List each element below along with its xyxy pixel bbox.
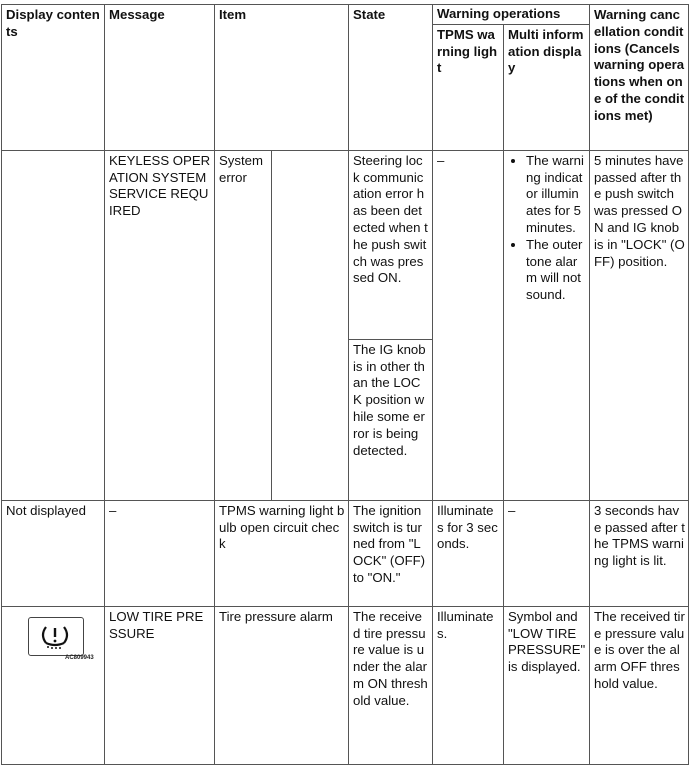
row2-multi: –	[504, 500, 590, 606]
row2-state: The ignition switch is turned from "LOCK" (OFF) to "ON."	[349, 500, 433, 606]
row1-multi-list	[508, 153, 586, 304]
row3-message: LOW TIRE PRESSURE	[105, 606, 215, 764]
row2-message: –	[105, 500, 215, 606]
tpms-symbol	[25, 617, 87, 657]
row2-tpms: Illuminates for 3 seconds.	[433, 500, 504, 606]
header-multi-information-display: Multi information display	[504, 24, 590, 150]
row3-state: The received tire pressure value is under the alarm ON threshold value.	[349, 606, 433, 764]
row3-display	[2, 606, 105, 764]
header-message: Message	[105, 5, 215, 151]
row1-multi	[504, 150, 590, 500]
header-tpms-warning-light: TPMS warning light	[433, 24, 504, 150]
header-item: Item	[215, 5, 349, 151]
row3-tpms: Illuminates.	[433, 606, 504, 764]
header-warning-operations: Warning operations	[433, 5, 590, 25]
row2-display: Not displayed	[2, 500, 105, 606]
header-display-contents: Display contents	[2, 5, 105, 151]
row1-item-sub	[272, 150, 349, 500]
row2-item: TPMS warning light bulb open circuit check	[215, 500, 349, 606]
row2-cancel: 3 seconds have passed after the TPMS warning light is lit.	[590, 500, 689, 606]
tpms-warning-icon	[25, 617, 105, 663]
row3-cancel: The received tire pressure value is over the alarm OFF threshold value.	[590, 606, 689, 764]
warning-table	[1, 4, 689, 765]
list-item: • The warning indicator illuminates for 5 minutes.	[526, 153, 586, 237]
row1-cancel: 5 minutes have passed after the push switch was pressed ON and IG knob is in "LOCK" (OFF) position.	[590, 150, 689, 500]
row1-message: KEYLESS OPERATION SYSTEM SERVICE REQUIRED	[105, 150, 215, 500]
row1-state-a: Steering lock communication error has been detected when the push switch was pressed ON.	[349, 150, 433, 339]
row1-state-b: The IG knob is in other than the LOCK position while some error is being detected.	[349, 339, 433, 500]
list-item: • The outer tone alarm will not sound.	[526, 237, 586, 304]
row3-item: Tire pressure alarm	[215, 606, 349, 764]
icon-code-label: AC809943	[65, 654, 94, 661]
header-state: State	[349, 5, 433, 151]
row3-multi: Symbol and "LOW TIRE PRESSURE" is displayed.	[504, 606, 590, 764]
row1-tpms: –	[433, 150, 504, 500]
header-cancellation: Warning cancellation conditions (Cancels warning operations when one of the conditions met)	[590, 5, 689, 151]
row1-display	[2, 150, 105, 500]
row1-item: System error	[215, 150, 272, 500]
